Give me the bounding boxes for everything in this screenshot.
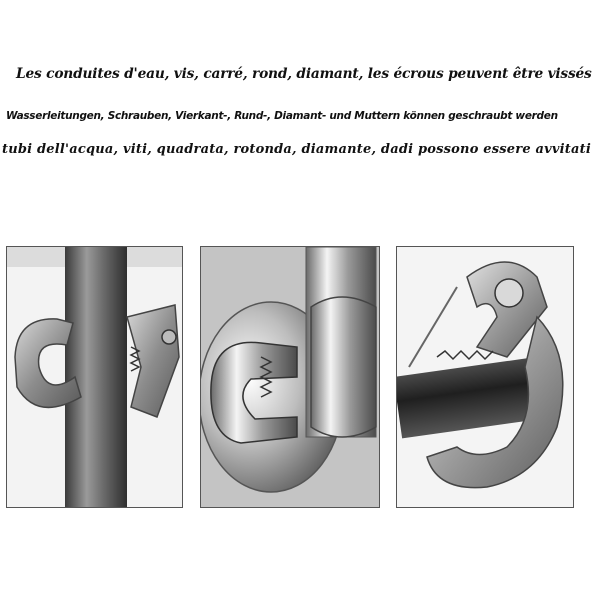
wrench-pivot — [495, 279, 523, 307]
wrench-pipe-illustration — [7, 247, 182, 507]
caption-french: Les conduites d'eau, vis, carré, rond, diamant, les écrous peuvent être vissés — [16, 66, 592, 82]
wrench-pivot — [162, 330, 176, 344]
photo-wrench-on-pipe — [6, 246, 183, 508]
wrench-faucet-illustration — [201, 247, 379, 507]
photo-wrench-on-faucet — [200, 246, 380, 508]
wrench-square-bar-illustration — [397, 247, 573, 507]
caption-italian: tubi dell'acqua, viti, quadrata, rotonda, diamante, dadi possono essere avvitati — [2, 142, 591, 157]
photo-wrench-on-square-bar — [396, 246, 574, 508]
caption-german: Wasserleitungen, Schrauben, Vierkant-, Rund-, Diamant- und Muttern können geschraubt werden — [6, 110, 558, 122]
